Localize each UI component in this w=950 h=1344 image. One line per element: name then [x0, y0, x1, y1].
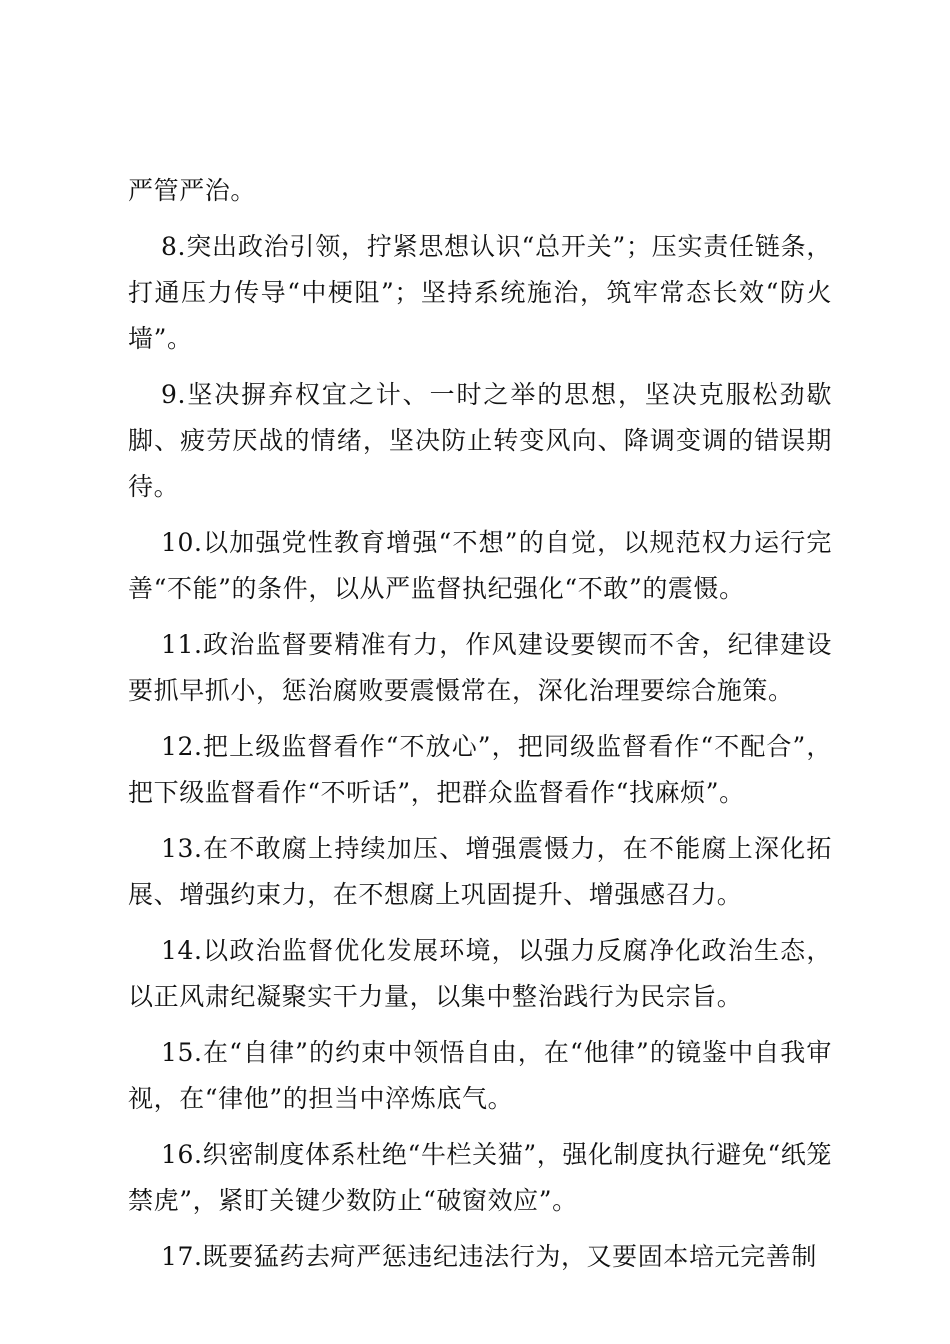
document-body — [128, 168, 832, 1290]
paragraph-item-11: 11.政治监督要精准有力，作风建设要锲而不舍，纪律建设要抓早抓小，惩治腐败要震慑常在，深化治理要综合施策。 — [128, 630, 832, 705]
paragraph-continuation: 严管严治。 — [128, 176, 257, 205]
paragraph-item-10: 10.以加强党性教育增强“不想”的自觉，以规范权力运行完善“不能”的条件，以从严监督执纪强化“不敢”的震慑。 — [128, 528, 832, 603]
paragraph-item-17: 17.既要猛药去疴严惩违纪违法行为，又要固本培元完善制 — [161, 1242, 817, 1271]
paragraph-item-14: 14.以政治监督优化发展环境，以强力反腐净化政治生态，以正风肃纪凝聚实干力量，以集中整治践行为民宗旨。 — [128, 936, 832, 1011]
paragraph-item-12: 12.把上级监督看作“不放心”，把同级监督看作“不配合”，把下级监督看作“不听话”，把群众监督看作“找麻烦”。 — [128, 732, 832, 807]
paragraph-item-8: 8.突出政治引领，拧紧思想认识“总开关”；压实责任链条，打通压力传导“中梗阻”；坚持系统施治，筑牢常态长效“防火墙”。 — [128, 232, 832, 353]
paragraph-item-9: 9.坚决摒弃权宜之计、一时之举的思想，坚决克服松劲歇脚、疲劳厌战的情绪，坚决防止转变风向、降调变调的错误期待。 — [128, 380, 832, 501]
paragraph-item-16: 16.织密制度体系杜绝“牛栏关猫”，强化制度执行避免“纸笼禁虎”，紧盯关键少数防止“破窗效应”。 — [128, 1140, 832, 1215]
paragraph-item-13: 13.在不敢腐上持续加压、增强震慑力，在不能腐上深化拓展、增强约束力，在不想腐上巩固提升、增强感召力。 — [128, 834, 832, 909]
paragraph-item-15: 15.在“自律”的约束中领悟自由，在“他律”的镜鉴中自我审视，在“律他”的担当中淬炼底气。 — [128, 1038, 832, 1113]
